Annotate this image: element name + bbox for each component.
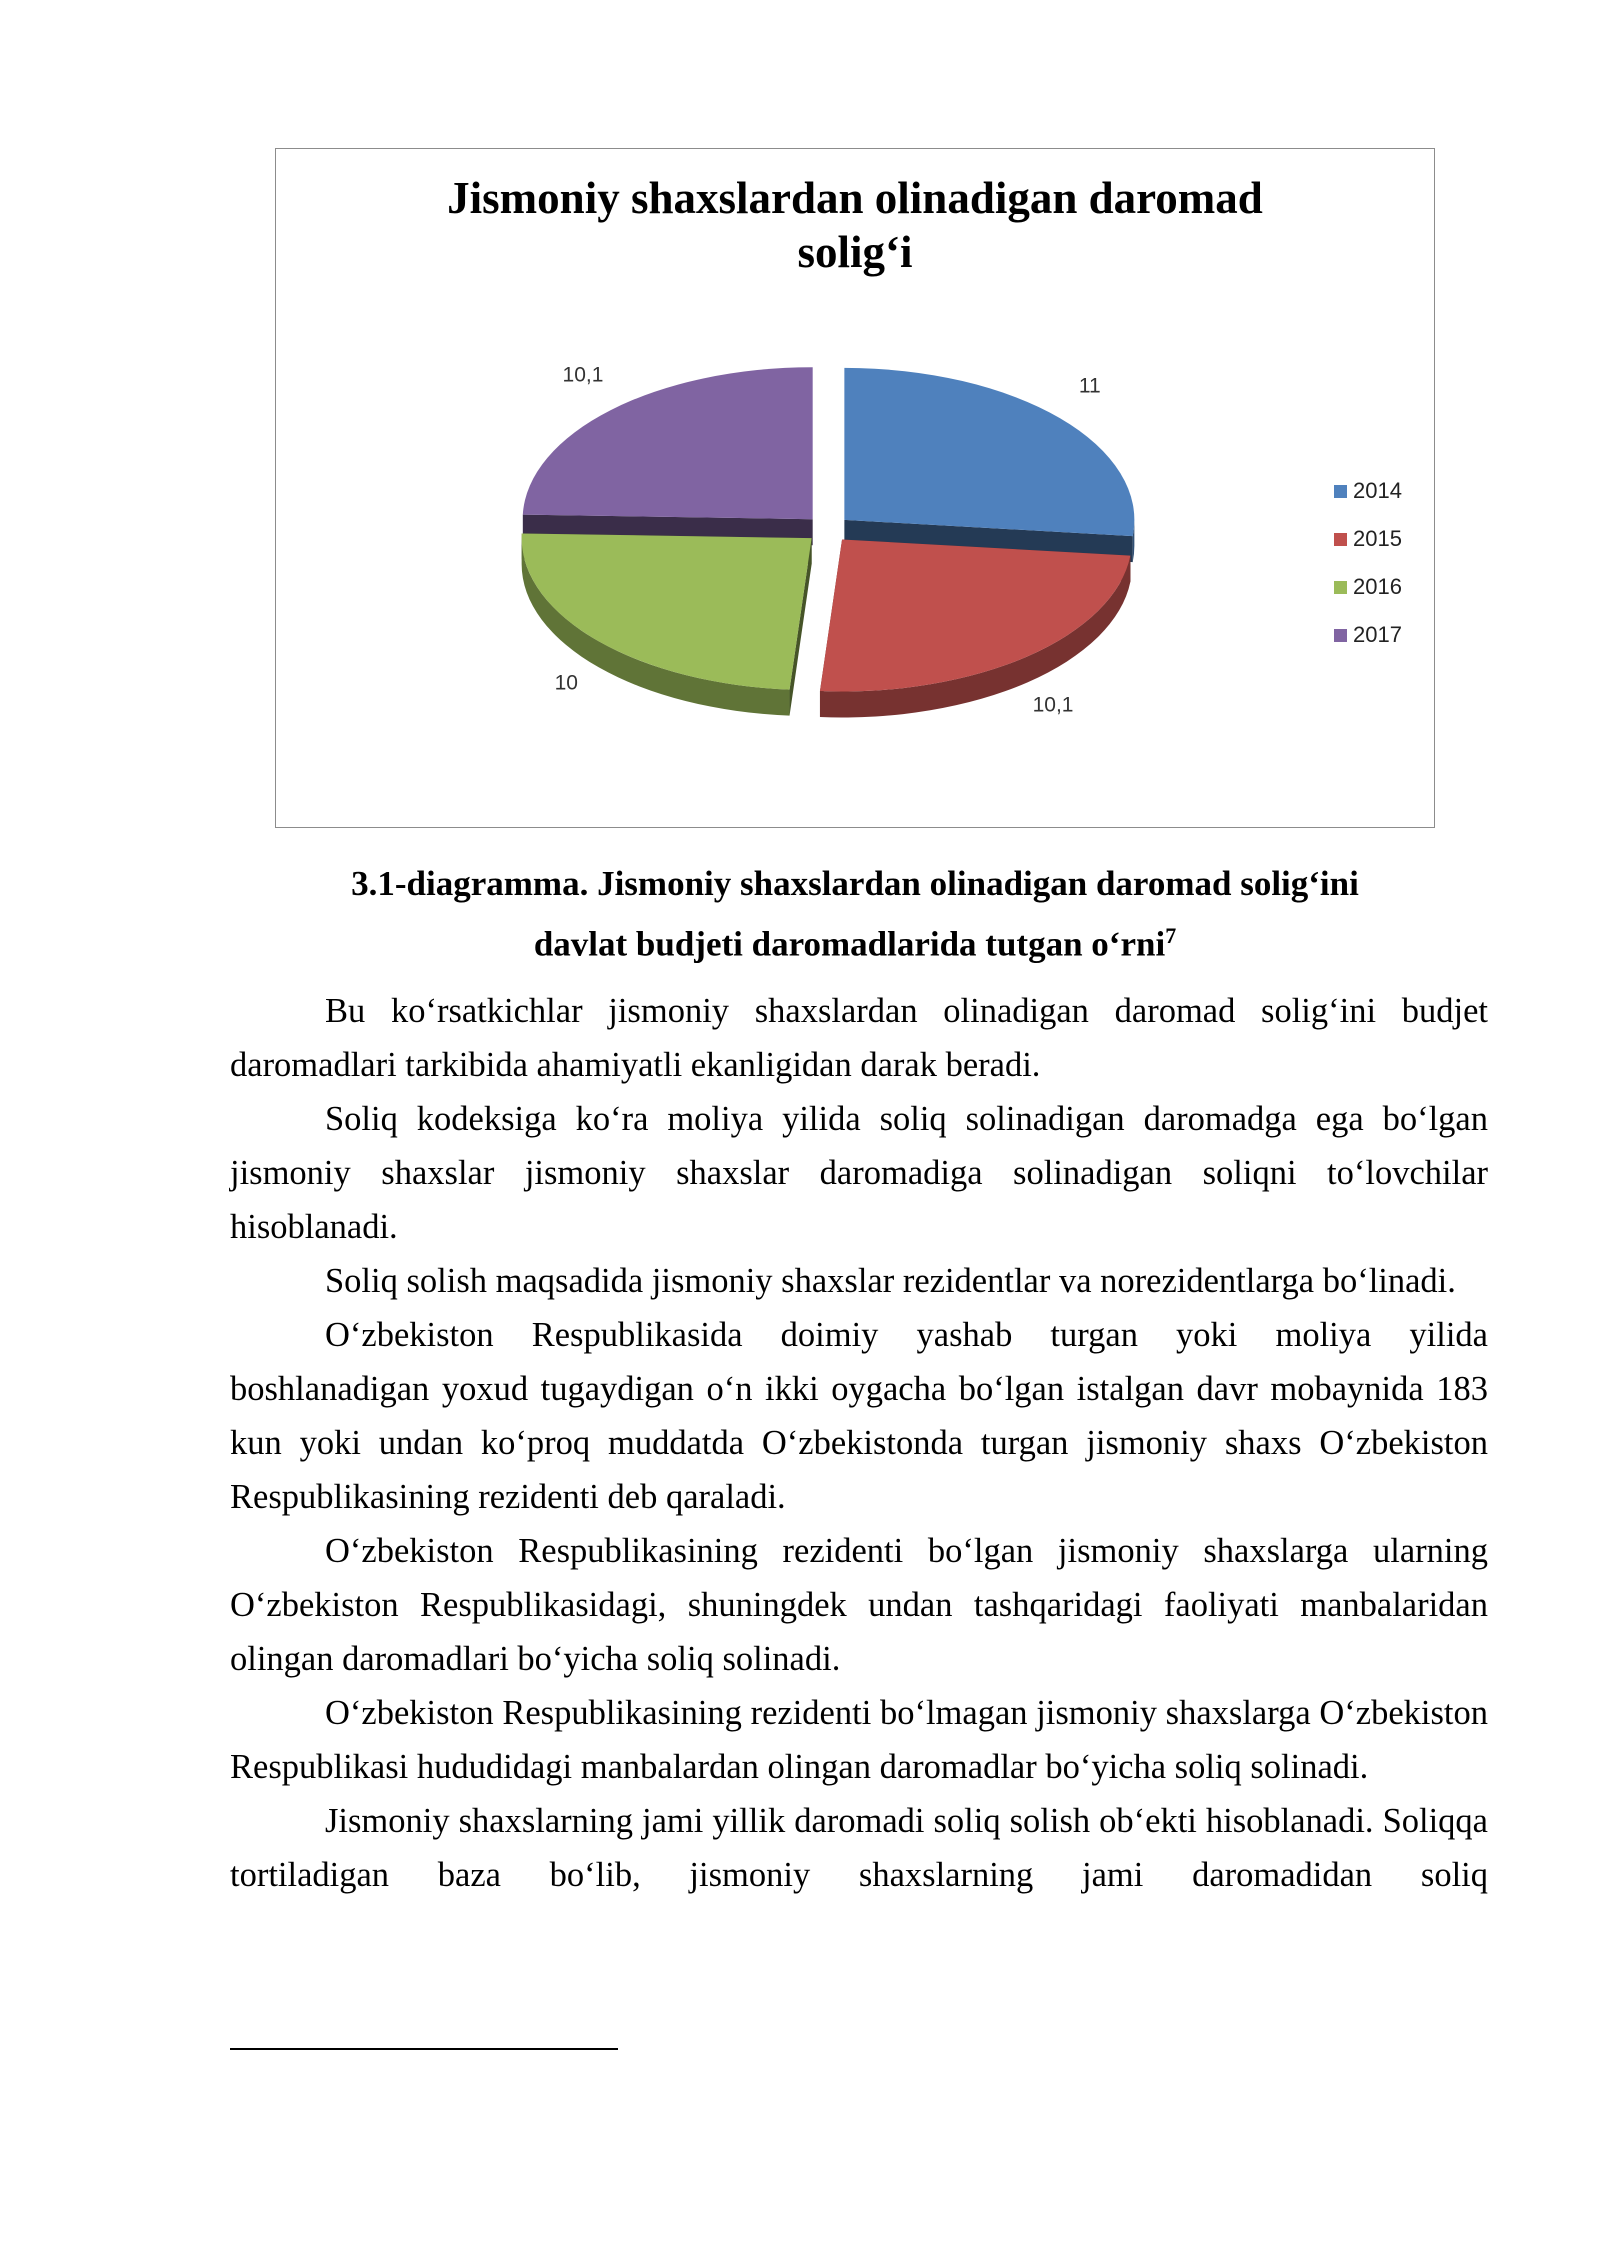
caption-line-2 — [230, 910, 1480, 971]
footnote-reference: 7 — [1165, 923, 1177, 948]
pie-slice-2015 — [820, 539, 1130, 691]
caption-line-1: 3.1-diagramma. Jismoniy shaxslardan olinadigan daromad solig‘ini — [351, 864, 1359, 903]
pie-plot-area — [276, 149, 1436, 829]
footnote-separator — [230, 2048, 618, 2050]
legend-swatch-2014 — [1334, 485, 1347, 498]
chart-legend — [1334, 467, 1402, 659]
data-label-2015: 10,1 — [1032, 693, 1074, 717]
legend-swatch-2016 — [1334, 581, 1347, 594]
data-label-2016: 10 — [554, 671, 578, 695]
chart-title-line-2: solig‘i — [797, 227, 913, 277]
body-text — [230, 984, 1488, 1902]
data-label-2017: 10,1 — [562, 363, 604, 387]
legend-item-2017 — [1334, 611, 1402, 659]
paragraph-6: O‘zbekiston Respublikasining rezidenti bo‘lmagan jismoniy shaxslarga O‘zbekiston Respublikasi hududidagi manbalardan olingan daromadlar bo‘yicha soliq solinadi. — [230, 1694, 1488, 1786]
paragraph-3: Soliq solish maqsadida jismoniy shaxslar rezidentlar va norezidentlarga bo‘linadi. — [325, 1262, 1456, 1300]
paragraph-4: O‘zbekiston Respublikasida doimiy yashab turgan yoki moliya yilida boshlanadigan yoxud tugaydigan o‘n ikki oygacha bo‘lgan istalgan davr mobaynida 183 kun yoki undan ko‘proq muddatda O‘zbekistonda turgan jismoniy shaxs O‘zbekiston Respublikasining rezidenti deb qaraladi. — [230, 1316, 1488, 1516]
pie-slice-2017 — [523, 367, 813, 519]
legend-label-2017: 2017 — [1353, 622, 1402, 647]
legend-swatch-2017 — [1334, 629, 1347, 642]
paragraph-7: Jismoniy shaxslarning jami yillik daromadi soliq solish ob‘ekti hisoblanadi. Soliqqa tortiladigan baza bo‘lib, jismoniy shaxslarning jami daromadidan soliq — [230, 1802, 1488, 1894]
legend-label-2014: 2014 — [1353, 478, 1402, 503]
pie-chart — [275, 148, 1435, 828]
pie-slice-2016 — [522, 533, 812, 689]
chart-title-line-1: Jismoniy shaxslardan olinadigan daromad — [447, 173, 1263, 223]
legend-label-2015: 2015 — [1353, 526, 1402, 551]
paragraph-1: Bu ko‘rsatkichlar jismoniy shaxslardan olinadigan daromad solig‘ini budjet daromadlari tarkibida ahamiyatli ekanligidan darak beradi. — [230, 992, 1488, 1084]
legend-item-2015 — [1334, 515, 1402, 563]
caption-line-2-text: davlat budjeti daromadlarida tutgan o‘rni — [533, 924, 1166, 964]
figure-caption — [230, 858, 1480, 971]
paragraph-5: O‘zbekiston Respublikasining rezidenti bo‘lgan jismoniy shaxslarga ularning O‘zbekiston Respublikasidagi, shuningdek undan tashqaridagi faoliyati manbalaridan olingan daromadlari bo‘yicha soliq solinadi. — [230, 1532, 1488, 1678]
legend-swatch-2015 — [1334, 533, 1347, 546]
paragraph-2: Soliq kodeksiga ko‘ra moliya yilida soliq solinadigan daromadga ega bo‘lgan jismoniy shaxslar jismoniy shaxslar daromadiga solinadigan soliqni to‘lovchilar hisoblanadi. — [230, 1100, 1488, 1246]
legend-label-2016: 2016 — [1353, 574, 1402, 599]
legend-item-2014 — [1334, 467, 1402, 515]
legend-item-2016 — [1334, 563, 1402, 611]
data-label-2014: 11 — [1078, 374, 1101, 398]
